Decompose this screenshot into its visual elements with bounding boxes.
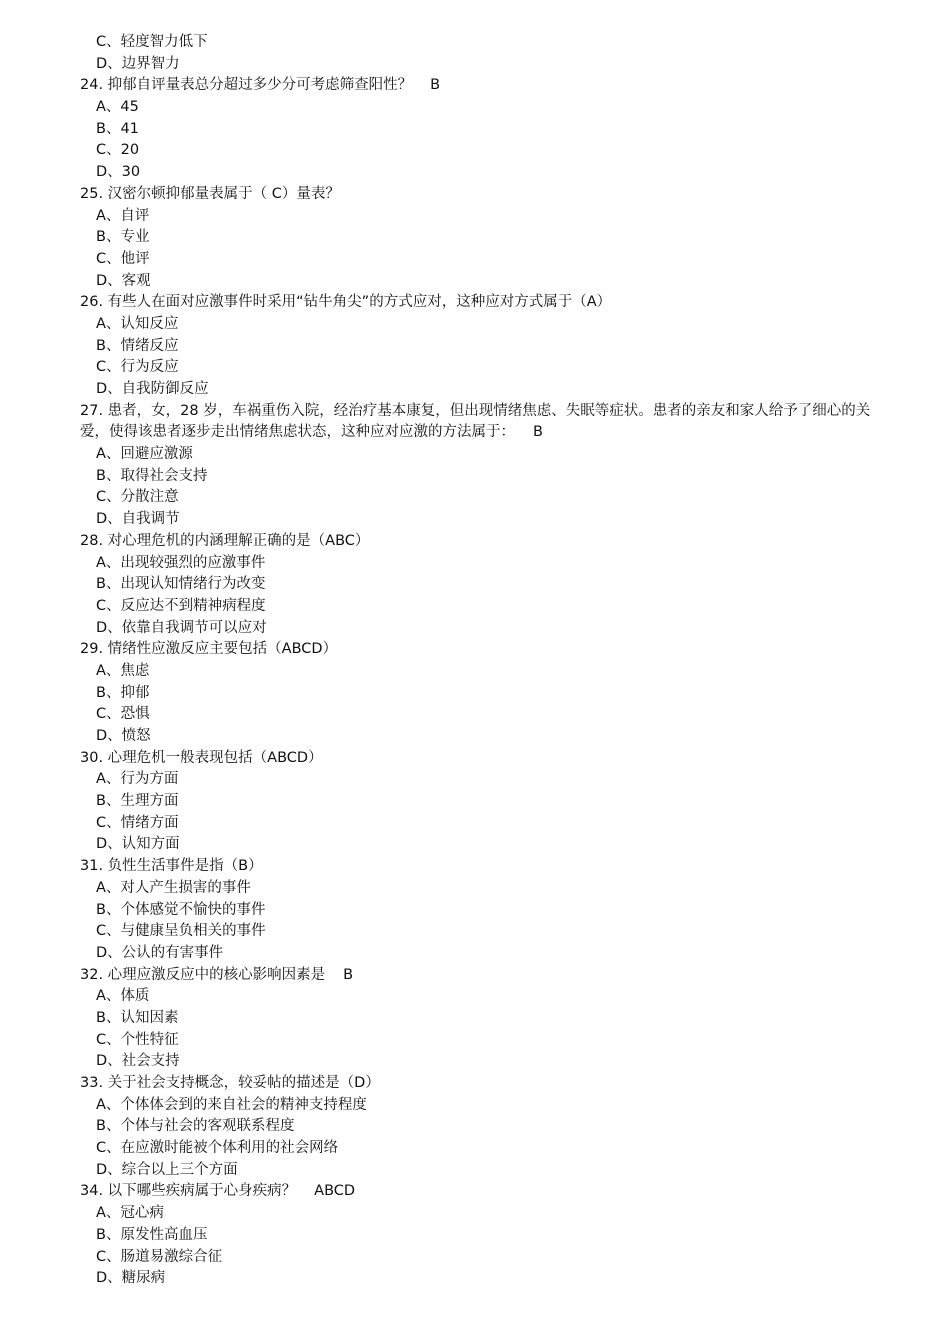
option-line (0, 900, 950, 922)
option-line (0, 1095, 950, 1117)
option-line (0, 596, 950, 618)
option-text: B、个体感觉不愉快的事件 (96, 901, 266, 918)
option-line (0, 162, 950, 184)
option-text: D、糖尿病 (96, 1270, 166, 1287)
option-text: C、与健康呈负相关的事件 (96, 923, 266, 940)
option-line (0, 54, 950, 76)
option-line (0, 1051, 950, 1073)
option-text: B、情绪反应 (96, 337, 179, 354)
option-line (0, 661, 950, 683)
option-text: D、边界智力 (96, 55, 180, 72)
option-line (0, 878, 950, 900)
option-line (0, 509, 950, 531)
question-text: 34. 以下哪些疾病属于心身疾病？ (80, 1183, 297, 1200)
option-text: A、对人产生损害的事件 (96, 879, 251, 896)
option-line (0, 206, 950, 228)
option-text: D、愤怒 (96, 728, 151, 745)
question-line (0, 75, 950, 97)
question-line (0, 965, 950, 987)
option-text: A、行为方面 (96, 771, 179, 788)
option-line (0, 227, 950, 249)
option-line (0, 704, 950, 726)
option-text: A、自评 (96, 207, 150, 224)
option-line (0, 249, 950, 271)
question-text: 27. 患者，女，28 岁，车祸重伤入院，经治疗基本康复，但出现情绪焦虑、失眠等症状。患者的亲友和家人给予了细心的关爱，使得该患者逐步走出情绪焦虑状态，这种应对应激的方法属于： (80, 402, 871, 441)
option-line (0, 1268, 950, 1290)
option-text: C、他评 (96, 250, 150, 267)
answer-key: B (430, 77, 441, 94)
option-text: B、出现认知情绪行为改变 (96, 576, 266, 593)
option-line (0, 1247, 950, 1269)
option-text: A、45 (96, 99, 139, 116)
option-line (0, 1008, 950, 1030)
question-line (0, 748, 950, 770)
option-text: B、原发性高血压 (96, 1226, 208, 1243)
option-text: D、公认的有害事件 (96, 944, 224, 961)
option-text: A、体质 (96, 988, 150, 1005)
question-line (0, 639, 950, 661)
option-line (0, 271, 950, 293)
option-line (0, 791, 950, 813)
option-line (0, 834, 950, 856)
question-text: 25. 汉密尔顿抑郁量表属于（ C）量表？ (80, 185, 340, 202)
option-text: A、回避应激源 (96, 446, 193, 463)
option-text: D、依靠自我调节可以应对 (96, 619, 267, 636)
option-line (0, 921, 950, 943)
option-line (0, 444, 950, 466)
option-line (0, 32, 950, 54)
answer-key: B (533, 424, 543, 441)
question-line (0, 292, 950, 314)
option-text: B、41 (96, 120, 139, 137)
question-line (0, 856, 950, 878)
question-text: 31. 负性生活事件是指（B） (80, 858, 263, 875)
option-text: A、个体体会到的来自社会的精神支持程度 (96, 1096, 367, 1113)
question-text: 29. 情绪性应激反应主要包括（ABCD） (80, 641, 338, 658)
option-line (0, 726, 950, 748)
option-text: A、焦虑 (96, 662, 150, 679)
option-text: A、认知反应 (96, 315, 179, 332)
question-text: 28. 对心理危机的内涵理解正确的是（ABC） (80, 532, 370, 549)
option-text: B、专业 (96, 229, 150, 246)
option-text: C、轻度智力低下 (96, 34, 208, 50)
option-text: C、在应激时能被个体利用的社会网络 (96, 1140, 339, 1157)
question-text: 33. 关于社会支持概念，较妥帖的描述是（D） (80, 1075, 380, 1092)
option-text: B、抑郁 (96, 684, 150, 701)
option-line (0, 683, 950, 705)
question-line (0, 1073, 950, 1095)
option-text: D、自我调节 (96, 511, 180, 528)
option-text: D、30 (96, 164, 141, 181)
answer-key: ABCD (314, 1183, 356, 1200)
option-text: D、客观 (96, 272, 151, 289)
option-line (0, 487, 950, 509)
option-text: D、社会支持 (96, 1053, 180, 1070)
option-text: C、个性特征 (96, 1031, 179, 1048)
option-line (0, 1138, 950, 1160)
option-line (0, 1225, 950, 1247)
option-line (0, 140, 950, 162)
option-text: C、行为反应 (96, 359, 179, 376)
option-text: B、认知因素 (96, 1009, 179, 1026)
option-text: B、生理方面 (96, 793, 179, 810)
question-text: 26. 有些人在面对应激事件时采用“钻牛角尖”的方式应对，这种应对方式属于（A） (80, 294, 612, 311)
question-text: 24. 抑郁自评量表总分超过多少分可考虑筛查阳性？ (80, 77, 413, 94)
option-line (0, 357, 950, 379)
option-line (0, 769, 950, 791)
option-line (0, 813, 950, 835)
option-text: D、综合以上三个方面 (96, 1161, 238, 1178)
option-line (0, 943, 950, 965)
option-line (0, 1160, 950, 1182)
option-line (0, 1116, 950, 1138)
option-text: B、取得社会支持 (96, 467, 208, 484)
option-text: A、出现较强烈的应激事件 (96, 554, 266, 571)
question-text: 32. 心理应激反应中的核心影响因素是 (80, 966, 326, 983)
option-line (0, 1030, 950, 1052)
option-line (0, 553, 950, 575)
question-line (0, 401, 880, 444)
document-page (0, 32, 950, 1290)
question-line (0, 184, 950, 206)
question-line (0, 531, 950, 553)
option-text: C、分散注意 (96, 489, 179, 506)
question-text: 30. 心理危机一般表现包括（ABCD） (80, 749, 323, 766)
option-line (0, 1203, 950, 1225)
option-text: C、反应达不到精神病程度 (96, 597, 266, 614)
option-line (0, 97, 950, 119)
option-line (0, 986, 950, 1008)
option-text: C、20 (96, 142, 140, 159)
option-text: D、认知方面 (96, 836, 180, 853)
option-line (0, 379, 950, 401)
option-line (0, 336, 950, 358)
option-text: A、冠心病 (96, 1205, 164, 1222)
option-line (0, 119, 950, 141)
option-text: C、肠道易激综合征 (96, 1248, 223, 1265)
option-text: D、自我防御反应 (96, 381, 209, 397)
option-text: C、恐惧 (96, 706, 150, 723)
option-line (0, 466, 950, 488)
option-line (0, 314, 950, 336)
option-line (0, 574, 950, 596)
option-text: C、情绪方面 (96, 814, 179, 831)
option-text: B、个体与社会的客观联系程度 (96, 1118, 295, 1135)
option-line (0, 618, 950, 640)
answer-key: B (343, 966, 354, 983)
question-line (0, 1181, 950, 1203)
